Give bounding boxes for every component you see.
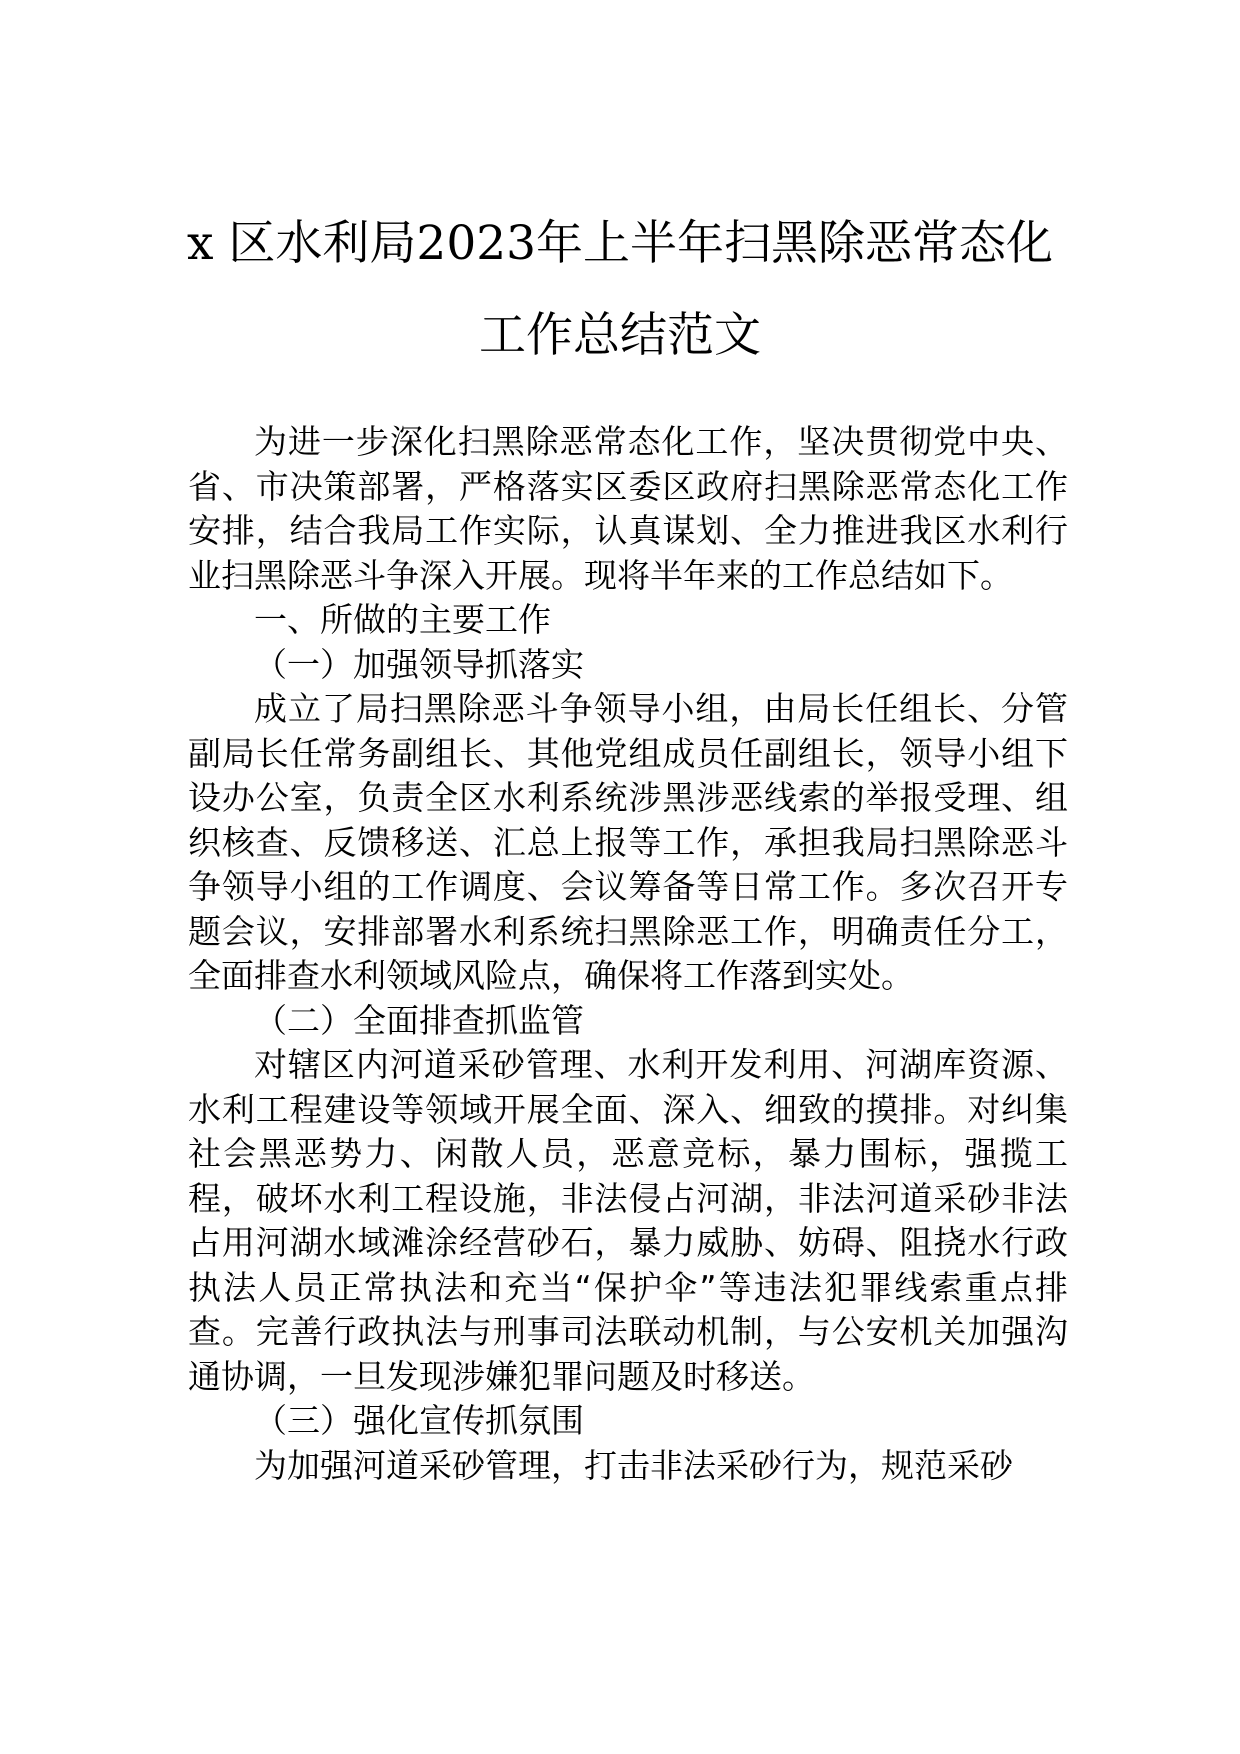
document-title-line-1: x 区水利局2023年上半年扫黑除恶常态化 bbox=[186, 216, 1054, 271]
document-title-line-2: 工作总结范文 bbox=[479, 308, 761, 363]
intro-paragraph: 为进一步深化扫黑除恶常态化工作，坚决贯彻党中央、省、市决策部署，严格落实区委区政府扫黑除恶常态化工作安排，结合我局工作实际，认真谋划、全力推进我区水利行业扫黑除恶斗争深入开展。现将半年来的工作总结如下。 bbox=[188, 422, 1068, 595]
paragraph-publicity: 为加强河道采砂管理，打击非法采砂行为，规范采砂 bbox=[254, 1445, 1013, 1485]
section-heading-main-work: 一、所做的主要工作 bbox=[254, 600, 551, 639]
document-body bbox=[188, 420, 1068, 1488]
paragraph-inspection: 对辖区内河道采砂管理、水利开发利用、河湖库资源、水利工程建设等领域开展全面、深入、细致的摸排。对纠集社会黑恶势力、闲散人员，恶意竞标，暴力围标，强揽工程，破坏水利工程设施，非法侵占河湖，非法河道采砂非法占用河湖水域滩涂经营砂石，暴力威胁、妨碍、阻挠水行政执法人员正常执法和充当“保护伞”等违法犯罪线索重点排查。完善行政执法与刑事司法联动机制，与公安机关加强沟通协调，一旦发现涉嫌犯罪问题及时移送。 bbox=[188, 1045, 1068, 1396]
paragraph-leadership: 成立了局扫黑除恶斗争领导小组，由局长任组长、分管副局长任常务副组长、其他党组成员任副组长，领导小组下设办公室，负责全区水利系统涉黑涉恶线索的举报受理、组织核查、反馈移送、汇总上报等工作，承担我局扫黑除恶斗争领导小组的工作调度、会议筹备等日常工作。多次召开专题会议，安排部署水利系统扫黑除恶工作，明确责任分工，全面排查水利领域风险点，确保将工作落到实处。 bbox=[188, 689, 1068, 995]
subsection-heading-publicity: （三）强化宣传抓氛围 bbox=[254, 1401, 584, 1440]
subsection-heading-inspection: （二）全面排查抓监管 bbox=[254, 1000, 584, 1040]
subsection-heading-leadership: （一）加强领导抓落实 bbox=[254, 644, 584, 684]
